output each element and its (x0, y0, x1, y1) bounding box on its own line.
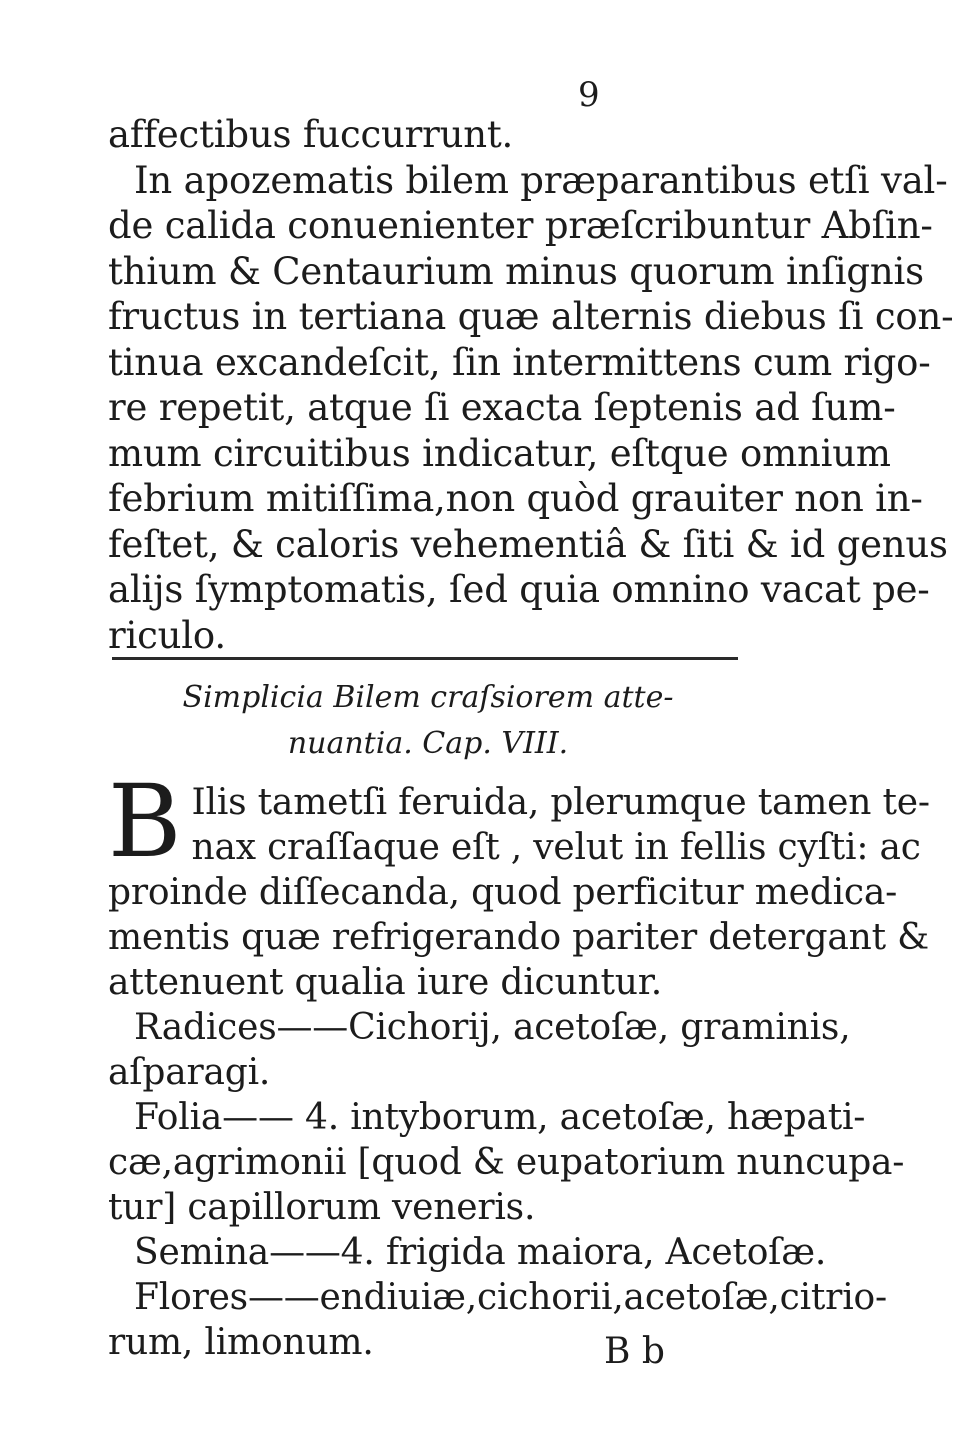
paragraph-2 (108, 763, 930, 1365)
text-line: nax craſſaque eſt , velut in fellis cyſti: ac (191, 827, 921, 868)
text-line: In apozematis bilem præparantibus etſi val- (134, 158, 948, 202)
recipe-line: tur] capillorum veneris. (108, 1187, 536, 1228)
text-line: tinua excandeſcit, ſin intermittens cum rigo- (108, 340, 931, 384)
text-line: fructus in tertiana quæ alternis diebus ſi con- (108, 295, 953, 338)
recipe-line: Radices——Cichorij, acetoſæ, graminis, (134, 1007, 851, 1048)
paragraph-1 (108, 112, 953, 658)
recipe-line: cæ,agrimonii [quod & eupatorium nuncupa- (108, 1142, 905, 1183)
recipe-line: aſparagi. (108, 1052, 271, 1093)
page-number: 9 (578, 75, 600, 115)
text-line: de calida conuenienter præſcribuntur Abſin- (108, 204, 933, 247)
recipe-line: rum, limonum. (108, 1322, 374, 1363)
recipe-line: Flores——endiuiæ,cichorii,acetoſæ,citrio- (134, 1277, 887, 1318)
text-line: proinde diſſecanda, quod perficitur medica- (108, 872, 898, 913)
chapter-heading-line-1: Simplicia Bilem craſsiorem atte- (182, 680, 674, 715)
drop-cap: B (108, 763, 182, 880)
recipe-line: Folia—— 4. intyborum, acetoſæ, hæpati- (134, 1097, 866, 1138)
text-line: Ilis tametſi feruida, plerumque tamen te- (191, 782, 930, 823)
text-line: attenuent qualia iure dicuntur. (108, 962, 662, 1003)
chapter-heading-line-2: nuantia. Cap. VIII. (287, 726, 569, 761)
text-line: mentis quæ refrigerando pariter detergant & (108, 917, 929, 958)
catchword: B b (604, 1331, 665, 1372)
text-line: mum circuitibus indicatur, eſtque omnium (108, 431, 891, 475)
text-line: riculo. (108, 613, 226, 657)
text-line: febrium mitiſſima,non quòd grauiter non in- (108, 477, 923, 520)
section-divider (112, 657, 738, 660)
text-line: alijs ſymptomatis, ſed quia omnino vacat pe- (108, 568, 930, 611)
recipe-line: Semina——4. frigida maiora, Acetoſæ. (134, 1232, 827, 1273)
text-line: feſtet, & caloris vehementiâ & ſiti & id genus (108, 522, 948, 566)
text-line: re repetit, atque ſi exacta ſeptenis ad ſum- (108, 386, 896, 429)
text-line: affectibus fuccurrunt. (108, 113, 514, 156)
text-line: thium & Centaurium minus quorum inſignis (108, 249, 924, 293)
